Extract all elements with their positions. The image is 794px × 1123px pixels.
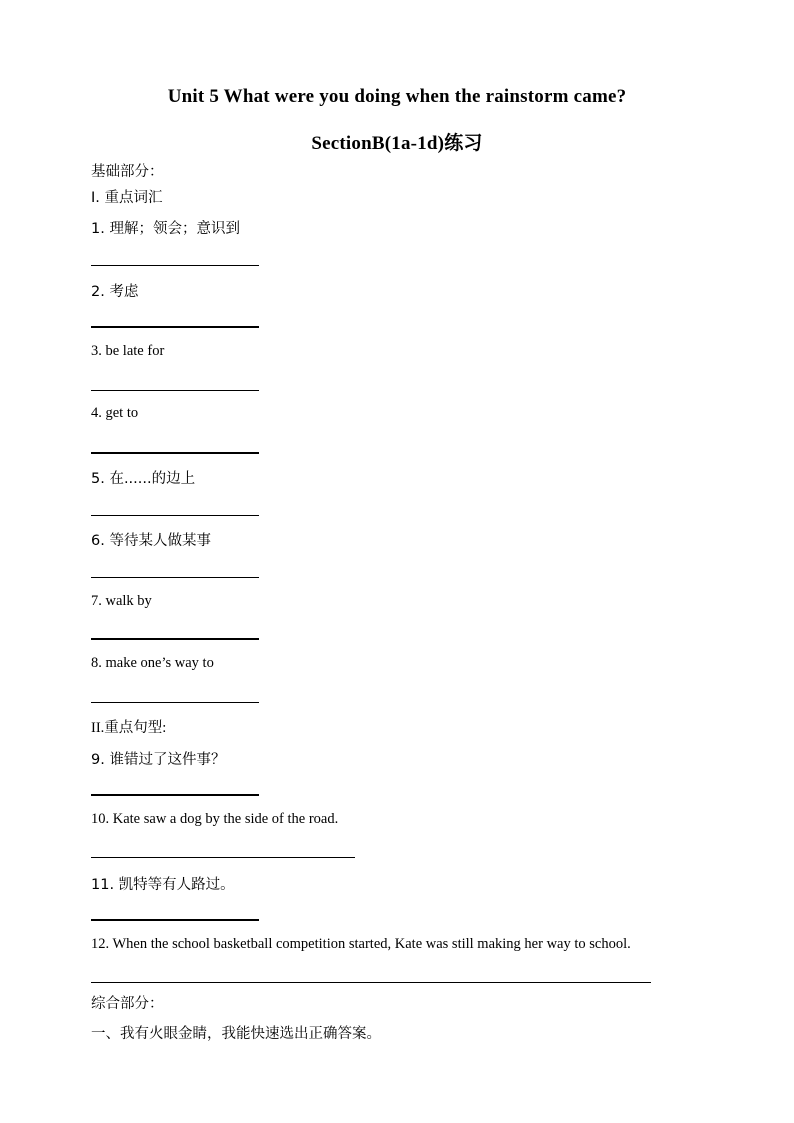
page-title: Unit 5 What were you doing when the rainstorm came? — [167, 86, 627, 107]
vocab-item-2: 2. 考虑 — [91, 284, 139, 300]
answer-line-2[interactable] — [91, 326, 259, 328]
sentence-item-9: 9. 谁错过了这件事？ — [91, 752, 226, 768]
answer-line-12[interactable] — [91, 982, 651, 983]
answer-line-7[interactable] — [91, 638, 259, 640]
vocab-item-1: 1. 理解；领会；意识到 — [91, 221, 240, 237]
answer-line-9[interactable] — [91, 794, 259, 796]
answer-line-6[interactable] — [91, 577, 259, 578]
vocab-item-6: 6. 等待某人做某事 — [91, 533, 211, 549]
sentence-item-10: 10. Kate saw a dog by the side of the road. — [91, 811, 339, 827]
answer-line-8[interactable] — [91, 702, 259, 703]
vocab-item-4: 4. get to — [91, 405, 139, 421]
vocab-heading: I. 重点词汇 — [91, 190, 163, 206]
answer-line-1[interactable] — [91, 265, 259, 266]
answer-line-11[interactable] — [91, 919, 259, 921]
vocab-item-7: 7. walk by — [91, 593, 152, 609]
sentence-item-12: 12. When the school basketball competition started, Kate was still making her way to school. — [91, 936, 631, 952]
sentence-heading: II.重点句型: — [91, 720, 167, 736]
answer-line-3[interactable] — [91, 390, 259, 391]
vocab-item-8: 8. make one’s way to — [91, 655, 214, 671]
answer-line-4[interactable] — [91, 452, 259, 454]
answer-line-5[interactable] — [91, 515, 259, 516]
basic-section-heading: 基础部分： — [91, 164, 164, 180]
sentence-item-11: 11. 凯特等有人路过。 — [91, 877, 235, 893]
vocab-item-5: 5. 在......的边上 — [91, 471, 196, 487]
page-subtitle: SectionB(1a-1d)练习 — [311, 133, 483, 154]
comprehensive-heading: 综合部分： — [91, 996, 164, 1012]
vocab-item-3: 3. be late for — [91, 343, 165, 359]
section-one-heading: 一、我有火眼金睛，我能快速选出正确答案。 — [91, 1026, 381, 1042]
answer-line-10[interactable] — [91, 857, 355, 858]
